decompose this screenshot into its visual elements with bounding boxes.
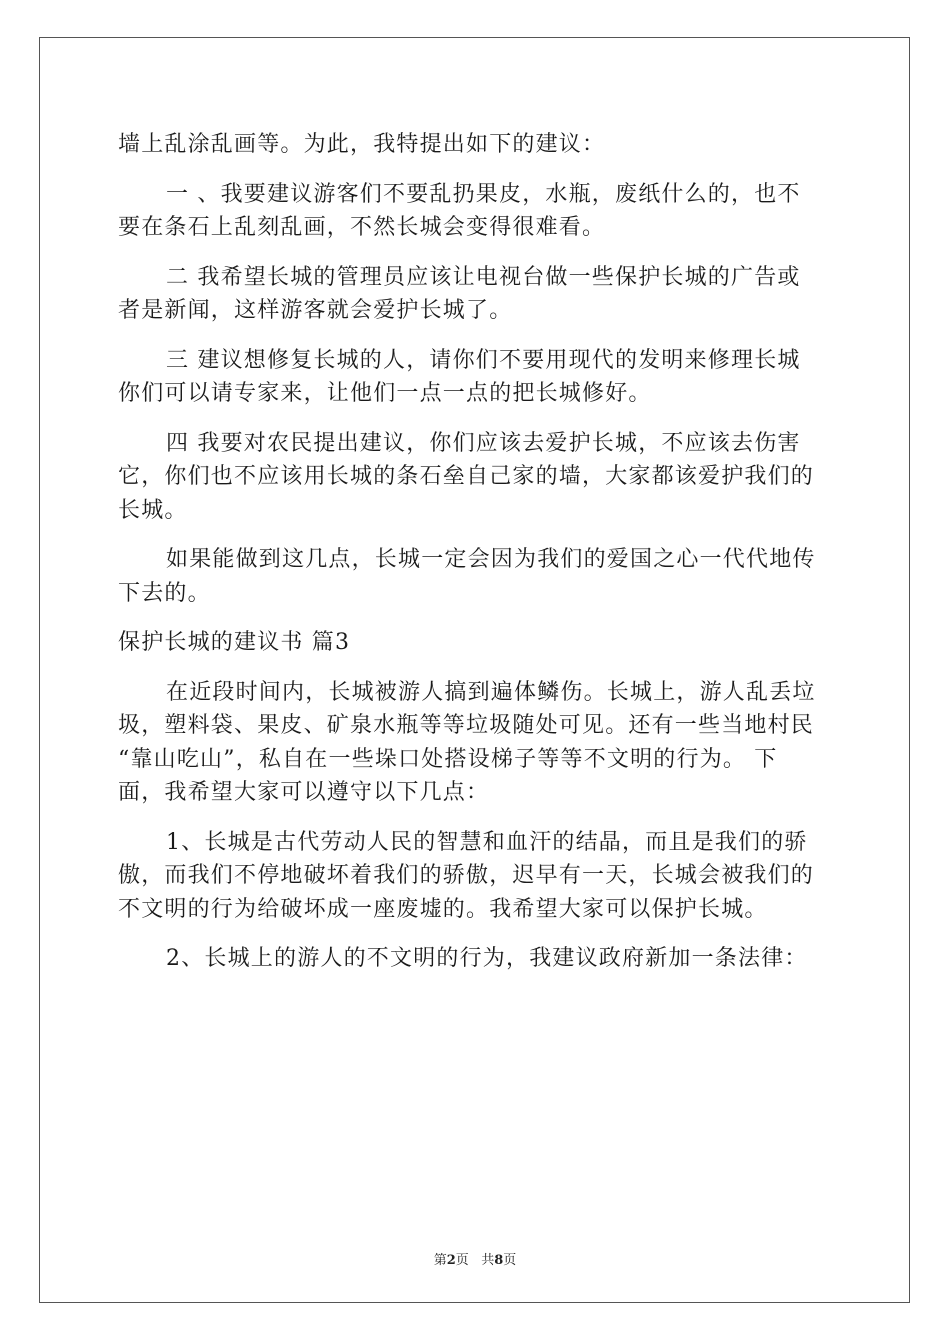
current-page-number: 2 [446, 1253, 456, 1268]
paragraph [118, 826, 834, 927]
text-line: 面，我希望大家可以遵守以下几点： [118, 780, 490, 805]
footer-page-suffix: 页 [455, 1253, 469, 1268]
text-line: 墙上乱涂乱画等。为此，我特提出如下的建议： [118, 132, 606, 157]
text-line: 三 建议想修复长城的人，请你们不要用现代的发明来修理长城 [166, 347, 801, 373]
paragraph-group-2 [118, 676, 834, 976]
text-line: 不文明的行为给破坏成一座废墟的。我希望大家可以保护长城。 [118, 896, 768, 922]
paragraph [118, 676, 834, 810]
footer-prefix: 第 [433, 1253, 447, 1268]
text-line: 在近段时间内，长城被游人搞到遍体鳞伤。长城上，游人乱丢垃 [166, 679, 816, 705]
paragraph [118, 543, 834, 610]
total-page-number: 8 [494, 1253, 504, 1268]
text-line: 它，你们也不应该用长城的条石垒自己家的墙，大家都该爱护我们的 [118, 464, 815, 489]
text-line: 四 我要对农民提出建议，你们应该去爱护长城，不应该去伤害 [166, 430, 801, 456]
page-footer [0, 1249, 950, 1268]
text-line: 下去的。 [118, 580, 211, 606]
text-line: “靠山吃山”，私自在一些垛口处搭设梯子等等不文明的行为。 下 [118, 746, 778, 772]
text-line: 你们可以请专家来，让他们一点一点的把长城修好。 [118, 381, 652, 406]
text-line: 2、长城上的游人的不文明的行为，我建议政府新加一条法律： [166, 946, 808, 971]
paragraph [118, 344, 834, 411]
text-line: 二 我希望长城的管理员应该让电视台做一些保护长城的广告或 [166, 264, 801, 290]
text-line: 长城。 [118, 497, 188, 523]
text-line: 傲，而我们不停地破坏着我们的骄傲，迟早有一天，长城会被我们的 [118, 863, 815, 888]
text-line: 圾，塑料袋、果皮、矿泉水瓶等等垃圾随处可见。还有一些当地村民 [118, 713, 815, 738]
paragraph [118, 427, 834, 528]
footer-total-prefix: 共 [481, 1253, 495, 1268]
paragraph [118, 178, 834, 245]
footer-total-suffix: 页 [503, 1253, 517, 1268]
text-line: 1、长城是古代劳动人民的智慧和血汗的结晶，而且是我们的骄 [166, 829, 808, 855]
text-line: 者是新闻，这样游客就会爱护长城了。 [118, 298, 513, 323]
paragraph [118, 128, 834, 162]
paragraph [118, 261, 834, 328]
text-line: 一 、我要建议游客们不要乱扔果皮，水瓶，废纸什么的，也不 [166, 181, 801, 207]
text-line: 要在条石上乱刻乱画，不然长城会变得很难看。 [118, 215, 606, 240]
paragraph-group-1 [118, 128, 834, 610]
section-heading: 保护长城的建议书 篇3 [118, 630, 351, 655]
paragraph [118, 942, 834, 976]
document-body [118, 128, 834, 992]
text-line: 如果能做到这几点，长城一定会因为我们的爱国之心一代代地传 [166, 547, 816, 572]
